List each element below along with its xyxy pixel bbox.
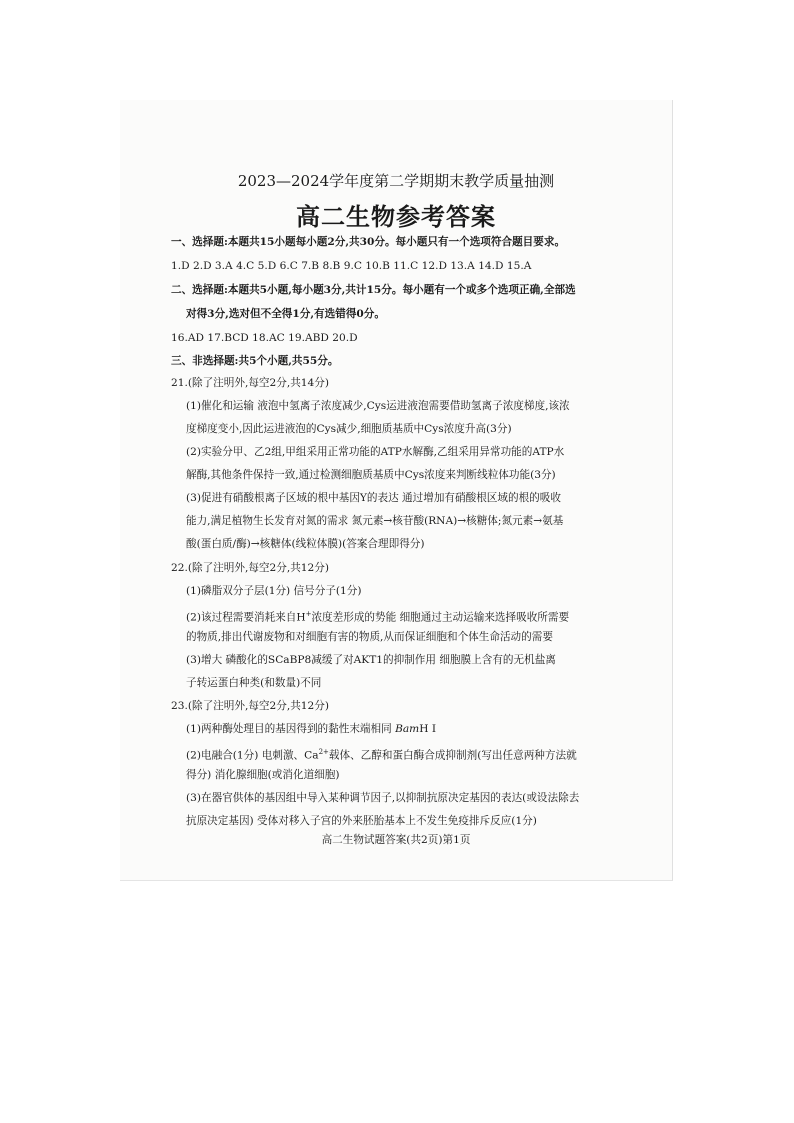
q22-line: (3)增大 磷酸化的SCaBP8减缓了对AKT1的抑制作用 细胞膜上含有的无机盐离 <box>186 654 556 666</box>
answer-sheet <box>120 100 673 881</box>
q21-line: (2)实验分甲、乙2组,甲组采用正常功能的ATP水解酶,乙组采用异常功能的ATP水 <box>186 446 565 458</box>
q23-line: (2)电融合(1分) 电刺激、$Ca^{2+}$载体、乙醇和蛋白酶合成抑制剂(写出任意两种方法就 <box>186 748 577 762</box>
page-title: 高二生物参考答案 <box>296 202 496 231</box>
q23-line: (3)在器官供体的基因组中导入某种调节因子,以抑制抗原决定基因的表达(或设法除去 <box>186 792 580 804</box>
q23-line: 得分) 消化腺细胞(或消化道细胞) <box>186 769 340 781</box>
q23-heading: 23.(除了注明外,每空2分,共12分) <box>171 700 330 712</box>
q22-line: 子转运蛋白种类(和数量)不同 <box>186 677 322 689</box>
q21-line: 解酶,其他条件保持一致,通过检测细胞质基质中Cys浓度来判断线粒体功能(3分) <box>186 469 556 481</box>
section-2-heading-cont: 对得3分,选对但不全得1分,有选错得0分。 <box>186 308 385 320</box>
page-footer: 高二生物试题答案(共2页)第1页 <box>321 834 471 846</box>
q22-line: (1)磷脂双分子层(1分) 信号分子(1分) <box>186 585 362 597</box>
section-2-answers: 16.AD 17.BCD 18.AC 19.ABD 20.D <box>171 332 358 344</box>
q22-heading: 22.(除了注明外,每空2分,共12分) <box>171 562 330 574</box>
q21-line: 度梯度变小,因此运进液泡的Cys减少,细胞质基质中Cys浓度升高(3分) <box>186 423 512 435</box>
q21-line: 酸(蛋白质/酶)→核糖体(线粒体膜)(答案合理即得分) <box>186 538 425 550</box>
q23-line: (1)两种酶处理目的基因得到的黏性末端相同 BamH Ⅰ <box>186 723 437 735</box>
q21-line: 能力,满足植物生长发育对氮的需求 氮元素→核苷酸(RNA)→核糖体;氮元素→氨基 <box>186 515 564 527</box>
exam-title: 2023—2024学年度第二学期期末教学质量抽测 <box>237 172 555 190</box>
q22-line: (2)该过程需要消耗来自H+浓度差形成的势能 细胞通过主动运输来选择吸收所需要 <box>186 610 570 624</box>
q23-line: 抗原决定基因) 受体对移入子宫的外来胚胎基本上不发生免疫排斥反应(1分) <box>186 815 537 827</box>
q21-heading: 21.(除了注明外,每空2分,共14分) <box>171 377 330 389</box>
q21-line: (3)促进有硝酸根离子区域的根中基因Y的表达 通过增加有硝酸根区域的根的吸收 <box>186 492 561 504</box>
section-3-heading: 三、非选择题:共5个小题,共55分。 <box>171 355 339 367</box>
section-2-heading: 二、选择题:本题共5小题,每小题3分,共计15分。每小题有一个或多个选项正确,全部选 <box>171 284 576 296</box>
section-1-heading: 一、选择题:本题共15小题每小题2分,共30分。每小题只有一个选项符合题目要求。 <box>171 236 566 248</box>
q22-line: 的物质,排出代谢废物和对细胞有害的物质,从而保证细胞和个体生命活动的需要 <box>186 631 553 643</box>
q21-line: (1)催化和运输 液泡中氢离子浓度减少,Cys运进液泡需要借助氢离子浓度梯度,该浓 <box>186 400 570 412</box>
section-1-answers: 1.D 2.D 3.A 4.C 5.D 6.C 7.B 8.B 9.C 10.B 11.C 12.D 13.A 14.D 15.A <box>171 260 532 272</box>
